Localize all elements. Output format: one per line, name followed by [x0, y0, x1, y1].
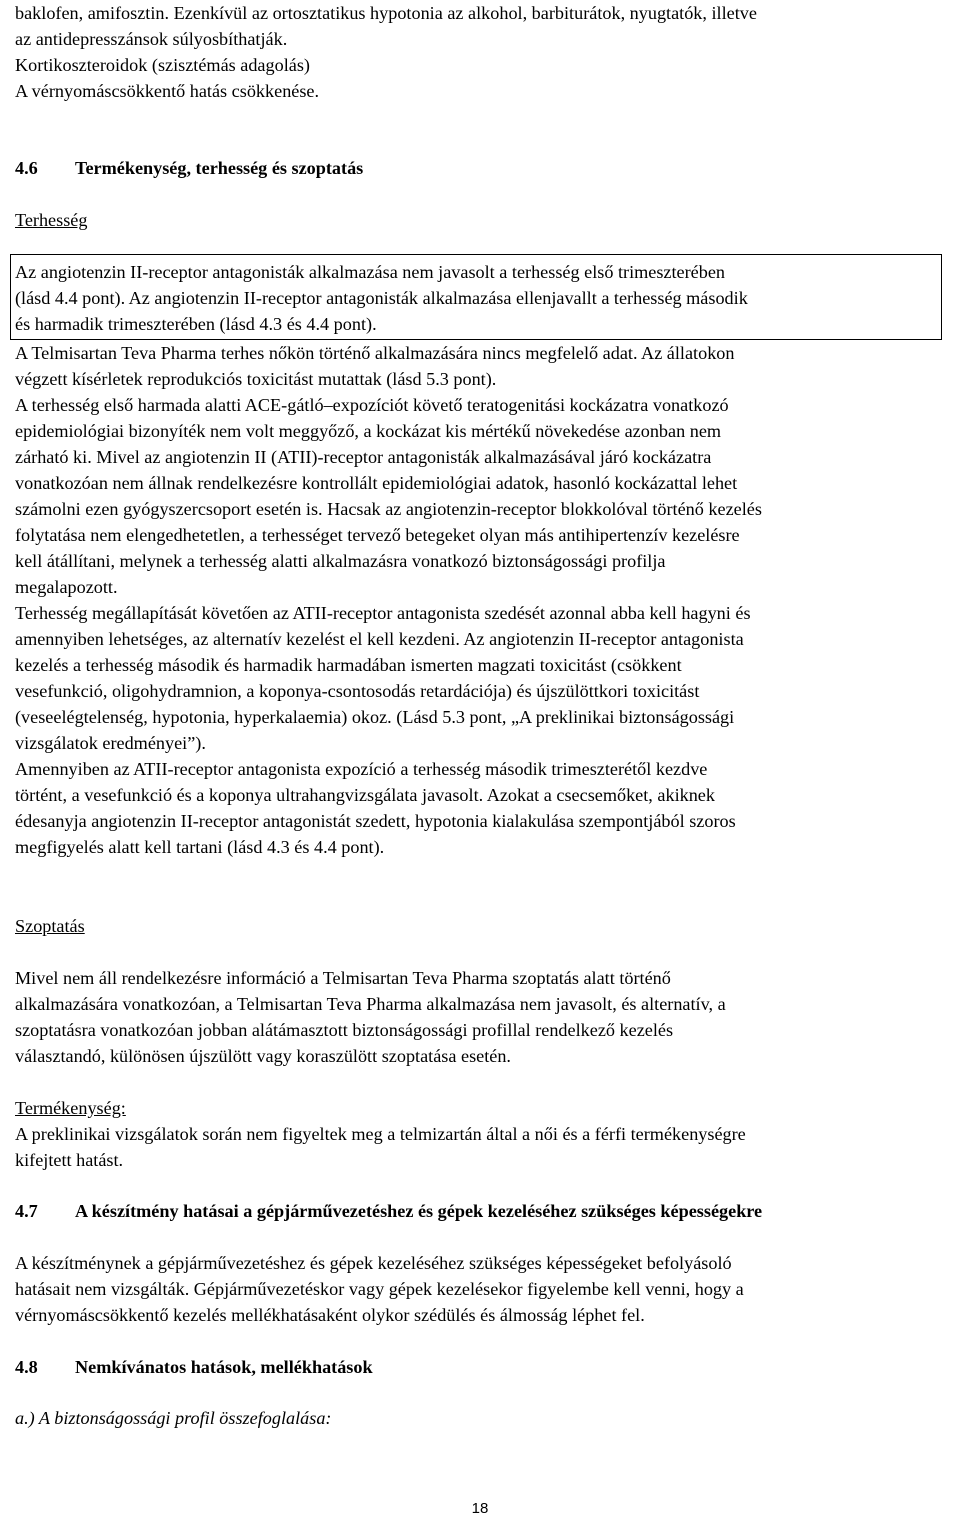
text-line: baklofen, amifosztin. Ezenkívül az ortosztatikus hypotonia az alkohol, barbiturátok, nyugtatók, illetve — [15, 3, 757, 23]
safety-profile-subheading: a.) A biztonságossági profil összefoglalása: — [15, 1408, 332, 1428]
section-4-7-heading — [15, 1198, 945, 1224]
section-title: Nemkívánatos hatások, mellékhatások — [75, 1357, 373, 1377]
section-4-8-heading — [15, 1354, 945, 1380]
section-title: A készítmény hatásai a gépjárművezetéshez és gépek kezeléséhez szükséges képességekre — [75, 1201, 763, 1221]
text-line: édesanyja angiotenzin II-receptor antagonistát szedett, hypotonia kialakulása szempontjából szoros — [15, 811, 736, 831]
pregnancy-body — [15, 340, 945, 860]
breastfeeding-body — [15, 965, 945, 1069]
text-line: az antidepresszánsok súlyosbíthatják. — [15, 29, 288, 49]
corticosteroid-title: Kortikoszteroidok (szisztémás adagolás) — [15, 55, 310, 75]
section-title: Termékenység, terhesség és szoptatás — [75, 158, 364, 178]
text-line: folytatása nem elengedhetetlen, a terhességet tervező betegeket olyan más antihipertenzív kezelésre — [15, 525, 740, 545]
text-line: megalapozott. — [15, 577, 118, 597]
text-line: A preklinikai vizsgálatok során nem figyeltek meg a telmizartán által a női és a férfi termékenységre — [15, 1124, 746, 1144]
text-line: epidemiológiai bizonyíték nem volt meggyőző, a kockázat kis mértékű növekedése azonban nem — [15, 421, 722, 441]
text-line: Amennyiben az ATII-receptor antagonista expozíció a terhesség második trimeszterétől kezdve — [15, 759, 708, 779]
text-line: vonatkozóan nem állnak rendelkezésre kontrollált epidemiológiai adatok, hasonló kockázattal lehet — [15, 473, 738, 493]
page-number: 18 — [471, 1500, 489, 1517]
text-line: hatásait nem vizsgálták. Gépjárművezetéskor vagy gépek kezelésekor figyelembe kell venni, hogy a — [15, 1279, 744, 1299]
text-line: A terhesség első harmada alatti ACE-gátló–expozíciót követő teratogenitási kockázatra vonatkozó — [15, 395, 729, 415]
text-line: Terhesség megállapítását követően az ATII-receptor antagonista szedését azonnal abba kell hagyni és — [15, 603, 751, 623]
text-line: vesefunkció, oligohydramnion, a koponya-csontosodás retardációja) és újszülöttkori toxicitást — [15, 681, 700, 701]
pregnancy-warning-box — [10, 254, 942, 340]
section-number: 4.6 — [15, 158, 38, 178]
text-line: amennyiben lehetséges, az alternatív kezelést el kell kezdeni. Az angiotenzin II-receptor antagonista — [15, 629, 744, 649]
text-line: választandó, különösen újszülött vagy koraszülött szoptatása esetén. — [15, 1046, 511, 1066]
text-line: vizsgálatok eredményei”). — [15, 733, 206, 753]
text-line: számolni ezen gyógyszercsoport esetén is. Hacsak az angiotenzin-receptor blokkolóval történő kezelés — [15, 499, 762, 519]
text-line: végzett kísérletek reprodukciós toxicitást mutattak (lásd 5.3 pont). — [15, 369, 497, 389]
fertility-body — [15, 1121, 945, 1173]
text-line: kell átállítani, melynek a terhesség alatti alkalmazásra vonatkozó biztonságossági profilja — [15, 551, 666, 571]
section-number: 4.8 — [15, 1357, 38, 1377]
text-line: (veseelégtelenség, hypotonia, hyperkalaemia) okoz. (Lásd 5.3 pont, „A preklinikai biztonságossági — [15, 707, 735, 727]
text-line: Az angiotenzin II-receptor antagonisták alkalmazása nem javasolt a terhesség első trimeszterében — [15, 262, 726, 282]
text-line: történt, a vesefunkció és a koponya ultrahangvizsgálata javasolt. Azokat a csecsemőket, akiknek — [15, 785, 715, 805]
corticosteroid-text: A vérnyomáscsökkentő hatás csökkenése. — [15, 81, 320, 101]
breastfeeding-heading: Szoptatás — [15, 916, 85, 936]
text-line: kezelés a terhesség második és harmadik harmadában ismerten magzati toxicitást (csökkent — [15, 655, 682, 675]
text-line: A készítménynek a gépjárművezetéshez és gépek kezeléséhez szükséges képességeket befolyásoló — [15, 1253, 732, 1273]
intro-paragraph — [15, 0, 945, 52]
section-4-6-heading — [15, 155, 945, 181]
text-line: vérnyomáscsökkentő kezelés mellékhatásaként olykor szédülés és álmosság léphet fel. — [15, 1305, 645, 1325]
text-line: A Telmisartan Teva Pharma terhes nőkön történő alkalmazására nincs megfelelő adat. Az állatokon — [15, 343, 735, 363]
text-line: kifejtett hatást. — [15, 1150, 124, 1170]
text-line: szoptatásra vonatkozóan jobban alátámasztott biztonságossági profillal rendelkező kezelés — [15, 1020, 674, 1040]
text-line: (lásd 4.4 pont). Az angiotenzin II-receptor antagonisták alkalmazása ellenjavallt a terhesség második — [15, 288, 748, 308]
text-line: és harmadik trimeszterében (lásd 4.3 és 4.4 pont). — [15, 314, 377, 334]
text-line: Mivel nem áll rendelkezésre információ a Telmisartan Teva Pharma szoptatás alatt történő — [15, 968, 671, 988]
corticosteroid-block — [15, 52, 945, 104]
text-line: zárható ki. Mivel az angiotenzin II (ATII)-receptor antagonisták alkalmazásával járó kockázatra — [15, 447, 712, 467]
fertility-heading: Termékenység: — [15, 1098, 126, 1118]
pregnancy-heading: Terhesség — [15, 210, 88, 230]
text-line: megfigyelés alatt kell tartani (lásd 4.3 és 4.4 pont). — [15, 837, 385, 857]
driving-body — [15, 1250, 945, 1328]
text-line: alkalmazására vonatkozóan, a Telmisartan Teva Pharma alkalmazása nem javasolt, és alternatív, a — [15, 994, 726, 1014]
section-number: 4.7 — [15, 1201, 38, 1221]
